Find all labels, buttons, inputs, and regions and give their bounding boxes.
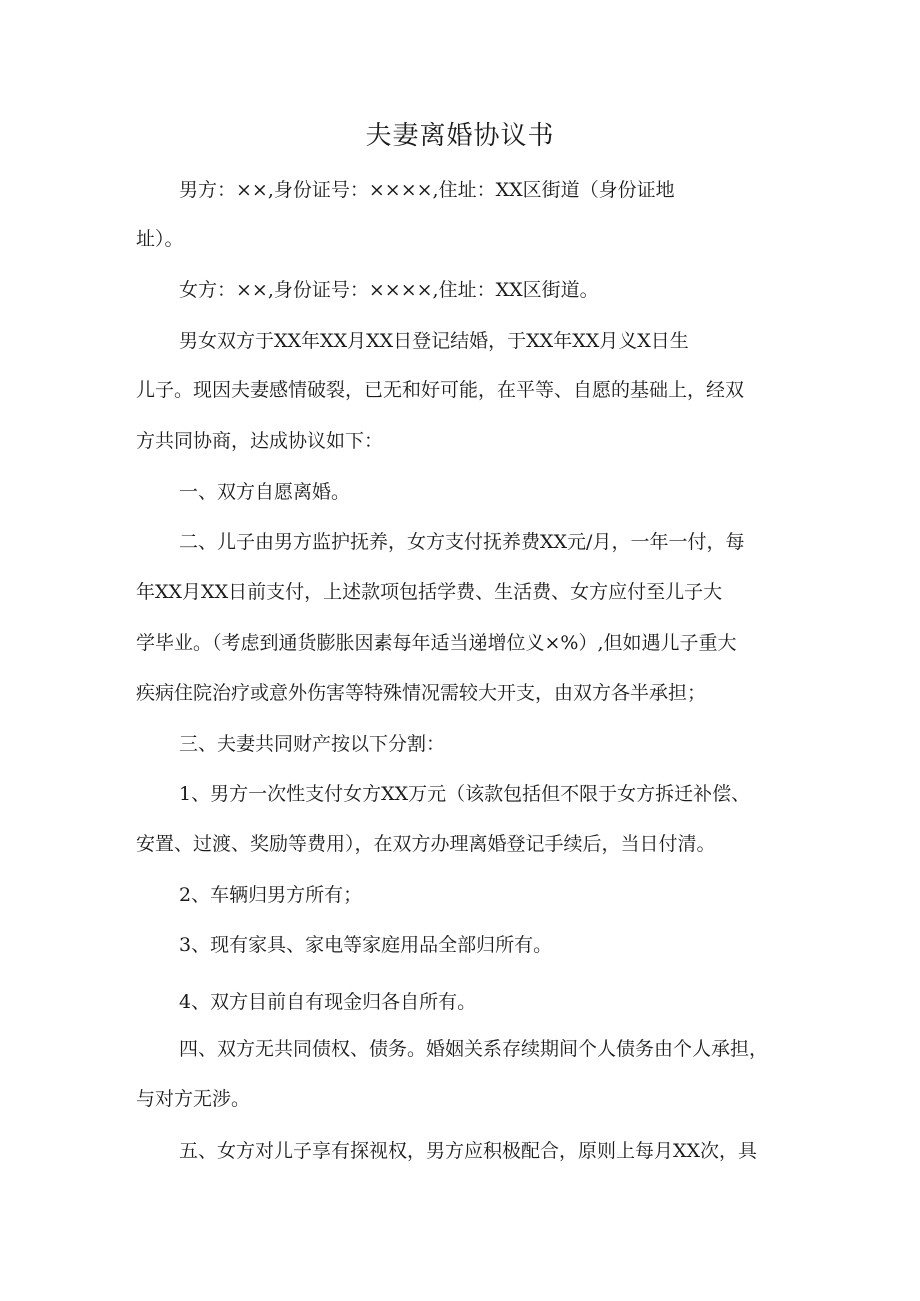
text-line: 址）。 [136, 228, 184, 250]
text-line: 安置、过渡、奖励等费用），在双方办理离婚登记手续后，当日付清。 [136, 833, 716, 855]
text-line: 一、双方自愿离婚。 [179, 481, 351, 503]
text-line: 三、夫妻共同财产按以下分割： [179, 733, 446, 755]
text-line: 4、双方目前自有现金归各自所有。 [179, 991, 477, 1013]
text-line: 1、男方一次性支付女方XX万元（该款包括但不限于女方拆迁补偿、 [179, 783, 751, 805]
text-line: 2、车辆归男方所有； [179, 884, 363, 906]
text-line: 男方：××,身份证号：××××,住址：XX区街道（身份证地 [179, 179, 675, 201]
text-line: 3、现有家具、家电等家庭用品全部归所有。 [179, 934, 553, 956]
text-line: 儿子。现因夫妻感情破裂，已无和好可能，在平等、自愿的基础上，经双 [136, 379, 745, 401]
document-title: 夫妻离婚协议书 [365, 121, 555, 151]
text-line: 女方：××,身份证号：××××,住址：XX区街道。 [179, 279, 599, 301]
text-line: 男女双方于XX年XX月XX日登记结婚，于XX年XX月义X日生 [179, 330, 689, 352]
text-line: 五、女方对儿子享有探视权，男方应积极配合，原则上每月XX次，具 [179, 1140, 758, 1162]
text-line: 年XX月XX日前支付，上述款项包括学费、生活费、女方应付至儿子大 [136, 581, 723, 603]
text-line: 学毕业。（考虑到通货膨胀因素每年适当递增位义×%）,但如遇儿子重大 [136, 632, 737, 654]
text-line: 方共同协商，达成协议如下： [136, 430, 384, 452]
text-line: 疾病住院治疗或意外伤害等特殊情况需较大开支，由双方各半承担； [136, 682, 707, 704]
text-line: 与对方无涉。 [136, 1088, 251, 1110]
text-line: 四、双方无共同债权、债务。婚姻关系存续期间个人债务由个人承担， [179, 1038, 769, 1060]
text-line: 二、儿子由男方监护抚养，女方支付抚养费XX元/月，一年一付，每 [179, 531, 745, 553]
